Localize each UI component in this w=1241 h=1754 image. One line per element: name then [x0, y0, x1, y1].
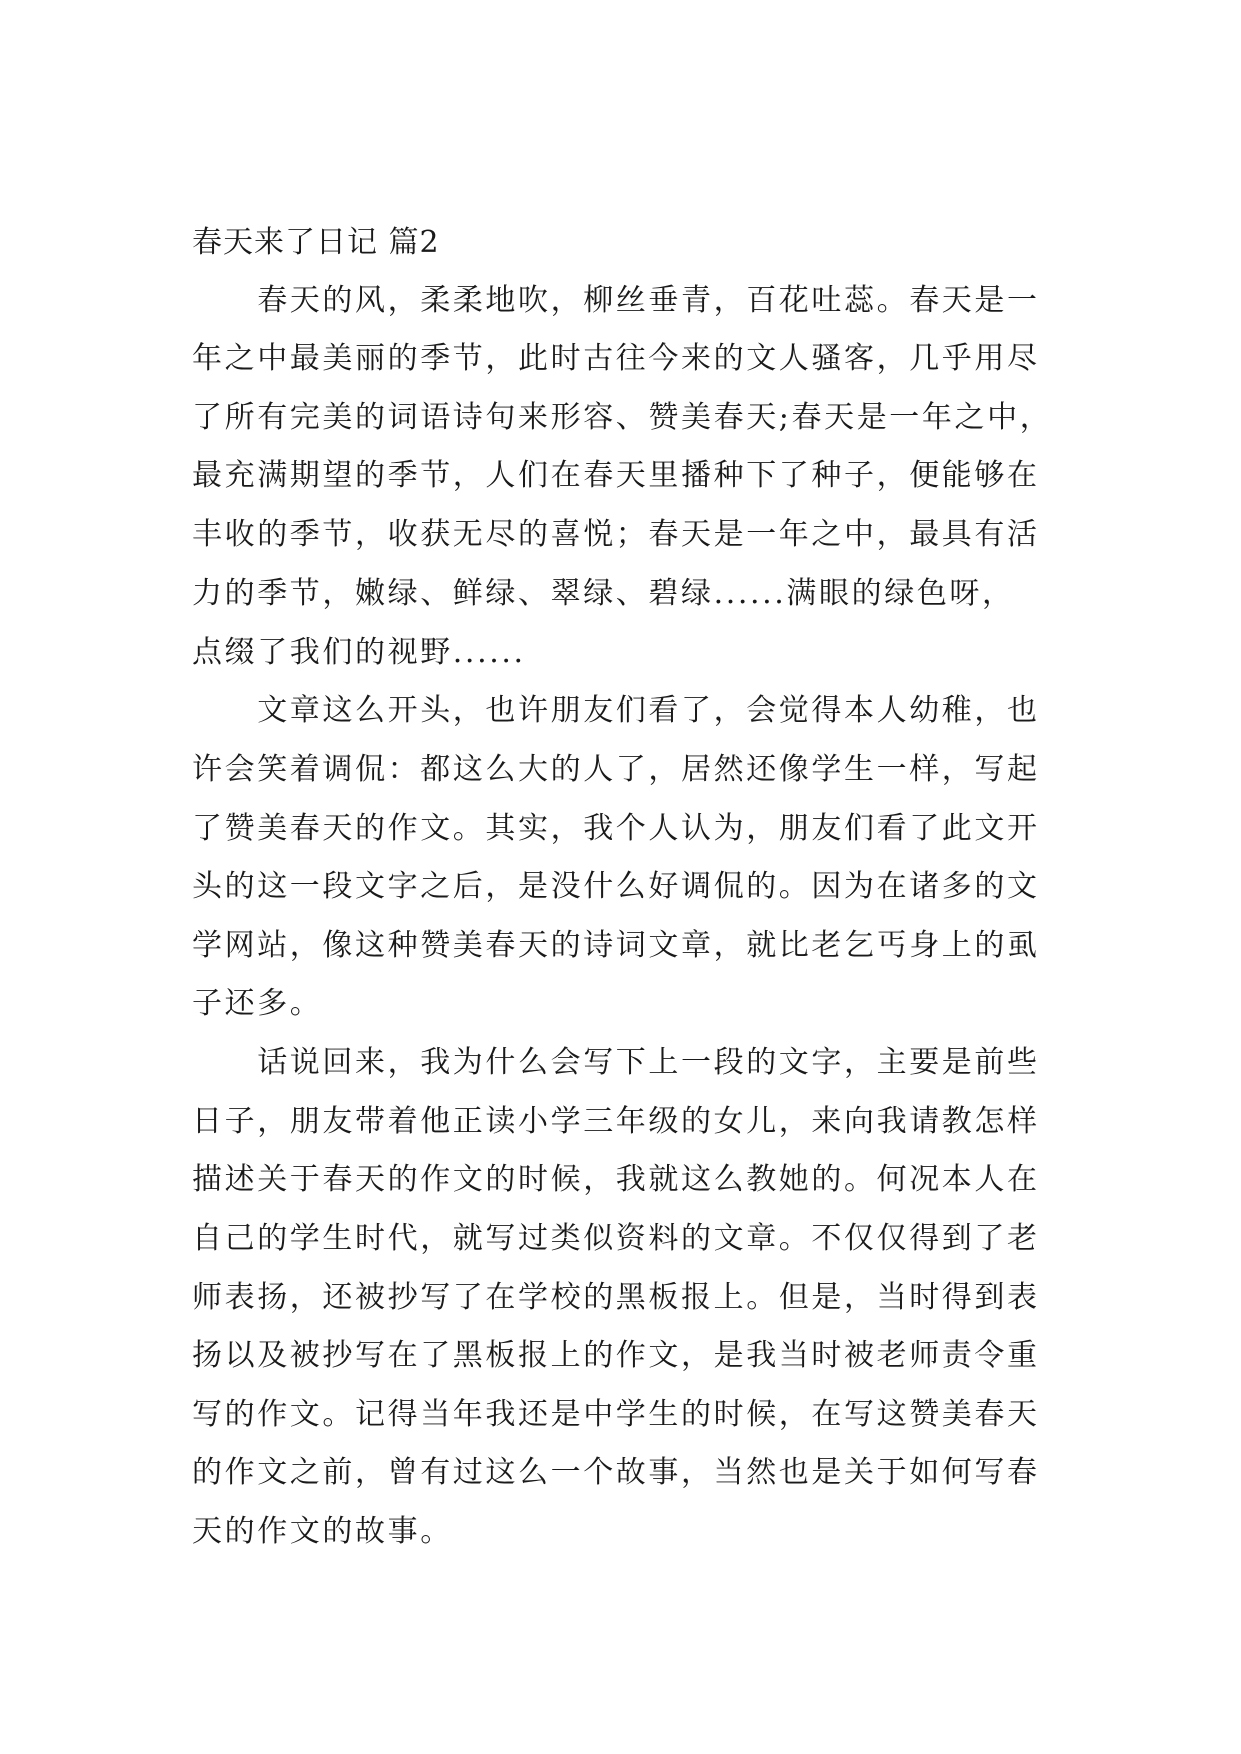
text-line: 子还多。 [192, 986, 323, 1021]
text-line: 了所有完美的词语诗句来形容、赞美春天;春天是一年之中， [192, 400, 1053, 435]
text-line: 力的季节，嫩绿、鲜绿、翠绿、碧绿......满眼的绿色呀， [192, 576, 1015, 611]
text-line: 话说回来，我为什么会写下上一段的文字，主要是前些 [192, 1045, 1040, 1080]
text-line: 学网站，像这种赞美春天的诗词文章，就比老乞丐身上的虱 [192, 928, 1040, 963]
text-line: 头的这一段文字之后，是没什么好调侃的。因为在诸多的文 [192, 869, 1040, 904]
text-line: 了赞美春天的作文。其实，我个人认为，朋友们看了此文开 [192, 811, 1040, 846]
document-title: 春天来了日记 篇2 [192, 225, 440, 260]
text-line: 年之中最美丽的季节，此时古往今来的文人骚客，几乎用尽 [192, 341, 1040, 376]
text-line: 的作文之前，曾有过这么一个故事，当然也是关于如何写春 [192, 1455, 1040, 1490]
text-line: 许会笑着调侃：都这么大的人了，居然还像学生一样，写起 [192, 752, 1040, 787]
text-line: 写的作文。记得当年我还是中学生的时候，在写这赞美春天 [192, 1397, 1040, 1432]
text-line: 丰收的季节，收获无尽的喜悦；春天是一年之中，最具有活 [192, 517, 1040, 552]
text-line: 师表扬，还被抄写了在学校的黑板报上。但是，当时得到表 [192, 1280, 1040, 1315]
text-line: 春天的风，柔柔地吹，柳丝垂青，百花吐蕊。春天是一 [192, 283, 1040, 318]
text-line: 扬以及被抄写在了黑板报上的作文，是我当时被老师责令重 [192, 1338, 1040, 1373]
text-line: 自己的学生时代，就写过类似资料的文章。不仅仅得到了老 [192, 1221, 1040, 1256]
text-line: 描述关于春天的作文的时候，我就这么教她的。何况本人在 [192, 1162, 1040, 1197]
text-line: 日子，朋友带着他正读小学三年级的女儿，来向我请教怎样 [192, 1104, 1040, 1139]
text-line: 点缀了我们的视野...... [192, 635, 526, 670]
text-line: 文章这么开头，也许朋友们看了，会觉得本人幼稚，也 [192, 693, 1040, 728]
text-line: 最充满期望的季节，人们在春天里播种下了种子，便能够在 [192, 458, 1040, 493]
text-line: 天的作文的故事。 [192, 1514, 453, 1549]
